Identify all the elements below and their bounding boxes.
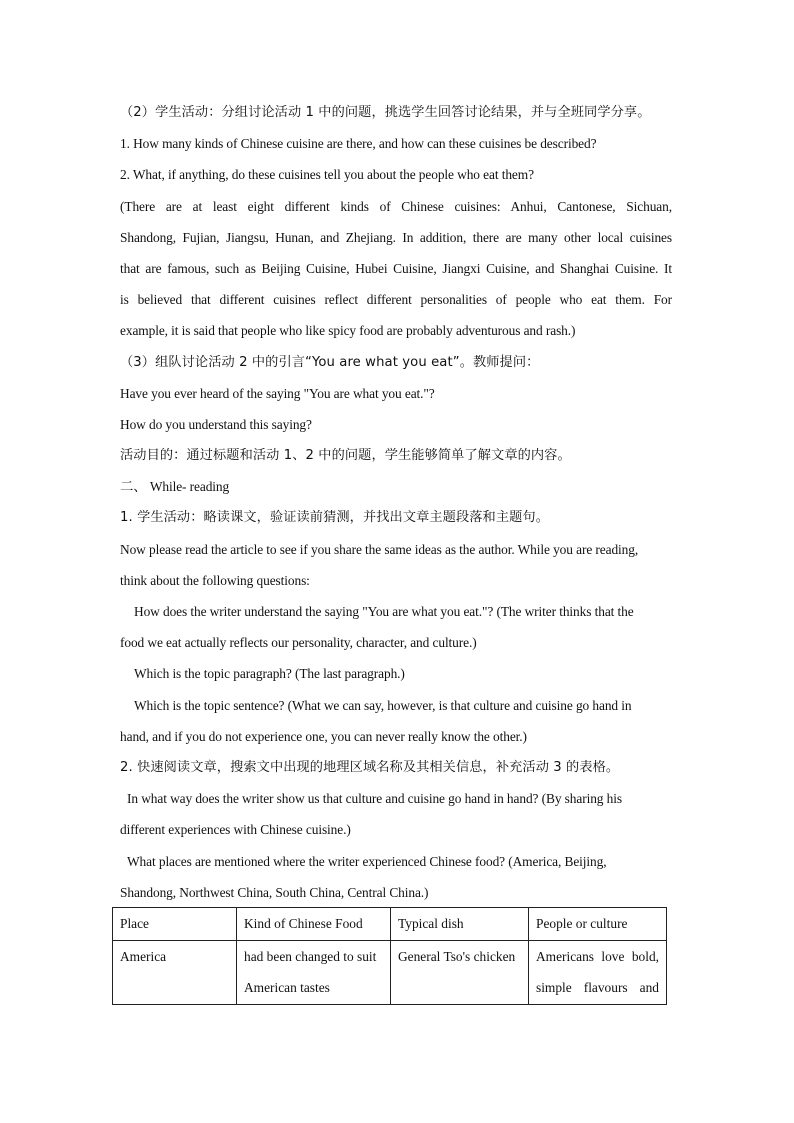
reading-answer-1: food we eat actually reflects our personality, character, and culture.) <box>120 635 477 651</box>
table-header-row <box>113 908 667 941</box>
scan-answer-1: different experiences with Chinese cuisine.) <box>120 822 351 838</box>
answer-line-2: Shandong, Fujian, Jiangsu, Hunan, and Zhejiang. In addition, there are many other local cuisines <box>120 229 672 245</box>
answer-line-3: that are famous, such as Beijing Cuisine, Hubei Cuisine, Jiangxi Cuisine, and Shanghai Cuisine. It <box>120 260 672 276</box>
activity-3-heading: （3）组队讨论活动 2 中的引言“You are what you eat”。教师提问： <box>120 354 540 370</box>
cell-people-line-1: Americans love bold, <box>536 948 659 964</box>
scan-question-2: What places are mentioned where the writer experienced Chinese food? (America, Beijing, <box>127 853 607 869</box>
header-typical-dish: Typical dish <box>391 908 529 941</box>
instruction-line-1: Now please read the article to see if you share the same ideas as the author. While you are reading, <box>120 541 639 557</box>
table-row <box>113 940 667 1004</box>
cell-people <box>529 940 667 1004</box>
section-heading-while-reading: 二、 While- reading <box>120 479 230 495</box>
header-place: Place <box>113 908 237 941</box>
cell-place-text: America <box>120 948 167 964</box>
cell-kind <box>237 940 391 1004</box>
answer-line-4: is believed that different cuisines reflect different personalities of people who eat them. For <box>120 292 672 308</box>
question-2: 2. What, if anything, do these cuisines tell you about the people who eat them? <box>120 167 534 183</box>
reading-question-1: How does the writer understand the saying "You are what you eat."? (The writer thinks that the <box>134 604 634 619</box>
header-people-or-culture: People or culture <box>529 908 667 941</box>
cell-kind-line-2: American tastes <box>244 980 330 995</box>
reading-question-2: Which is the topic paragraph? (The last paragraph.) <box>134 666 405 682</box>
cell-dish-text: General Tso's chicken <box>398 948 516 964</box>
answer-line-1: (There are at least eight different kinds of Chinese cuisines: Anhui, Cantonese, Sichuan, <box>120 198 672 214</box>
activity-2-heading: （2）学生活动：分组讨论活动 1 中的问题，挑选学生回答讨论结果，并与全班同学分享。 <box>120 105 651 120</box>
cell-place <box>113 940 237 1004</box>
activity-3-table <box>112 907 667 1005</box>
cell-kind-line-1: had been changed to suit <box>244 948 377 964</box>
document-body <box>120 97 676 908</box>
step-1-heading: 1. 学生活动：略读课文，验证读前猜测，并找出文章主题段落和主题句。 <box>120 510 549 526</box>
question-1: 1. How many kinds of Chinese cuisine are there, and how can these cuisines be described? <box>120 136 597 152</box>
cell-people-line-2: simple flavours and <box>536 980 659 995</box>
instruction-line-2: think about the following questions: <box>120 572 310 588</box>
reading-question-3: Which is the topic sentence? (What we can say, however, is that culture and cuisine go hand in <box>134 697 632 713</box>
scan-question-1: In what way does the writer show us that culture and cuisine go hand in hand? (By sharing his <box>127 791 622 807</box>
header-kind-of-food: Kind of Chinese Food <box>237 908 391 941</box>
cell-dish <box>391 940 529 1004</box>
reading-answer-3: hand, and if you do not experience one, you can never really know the other.) <box>120 728 527 744</box>
answer-line-5: example, it is said that people who like spicy food are probably adventurous and rash.) <box>120 323 576 339</box>
scan-answer-2: Shandong, Northwest China, South China, Central China.) <box>120 884 429 900</box>
teacher-question-2: How do you understand this saying? <box>120 416 312 432</box>
step-2-heading: 2. 快速阅读文章，搜索文中出现的地理区域名称及其相关信息，补充活动 3 的表格。 <box>120 759 620 775</box>
activity-purpose: 活动目的：通过标题和活动 1、2 中的问题，学生能够简单了解文章的内容。 <box>120 448 571 464</box>
teacher-question-1: Have you ever heard of the saying "You are what you eat."? <box>120 385 435 401</box>
